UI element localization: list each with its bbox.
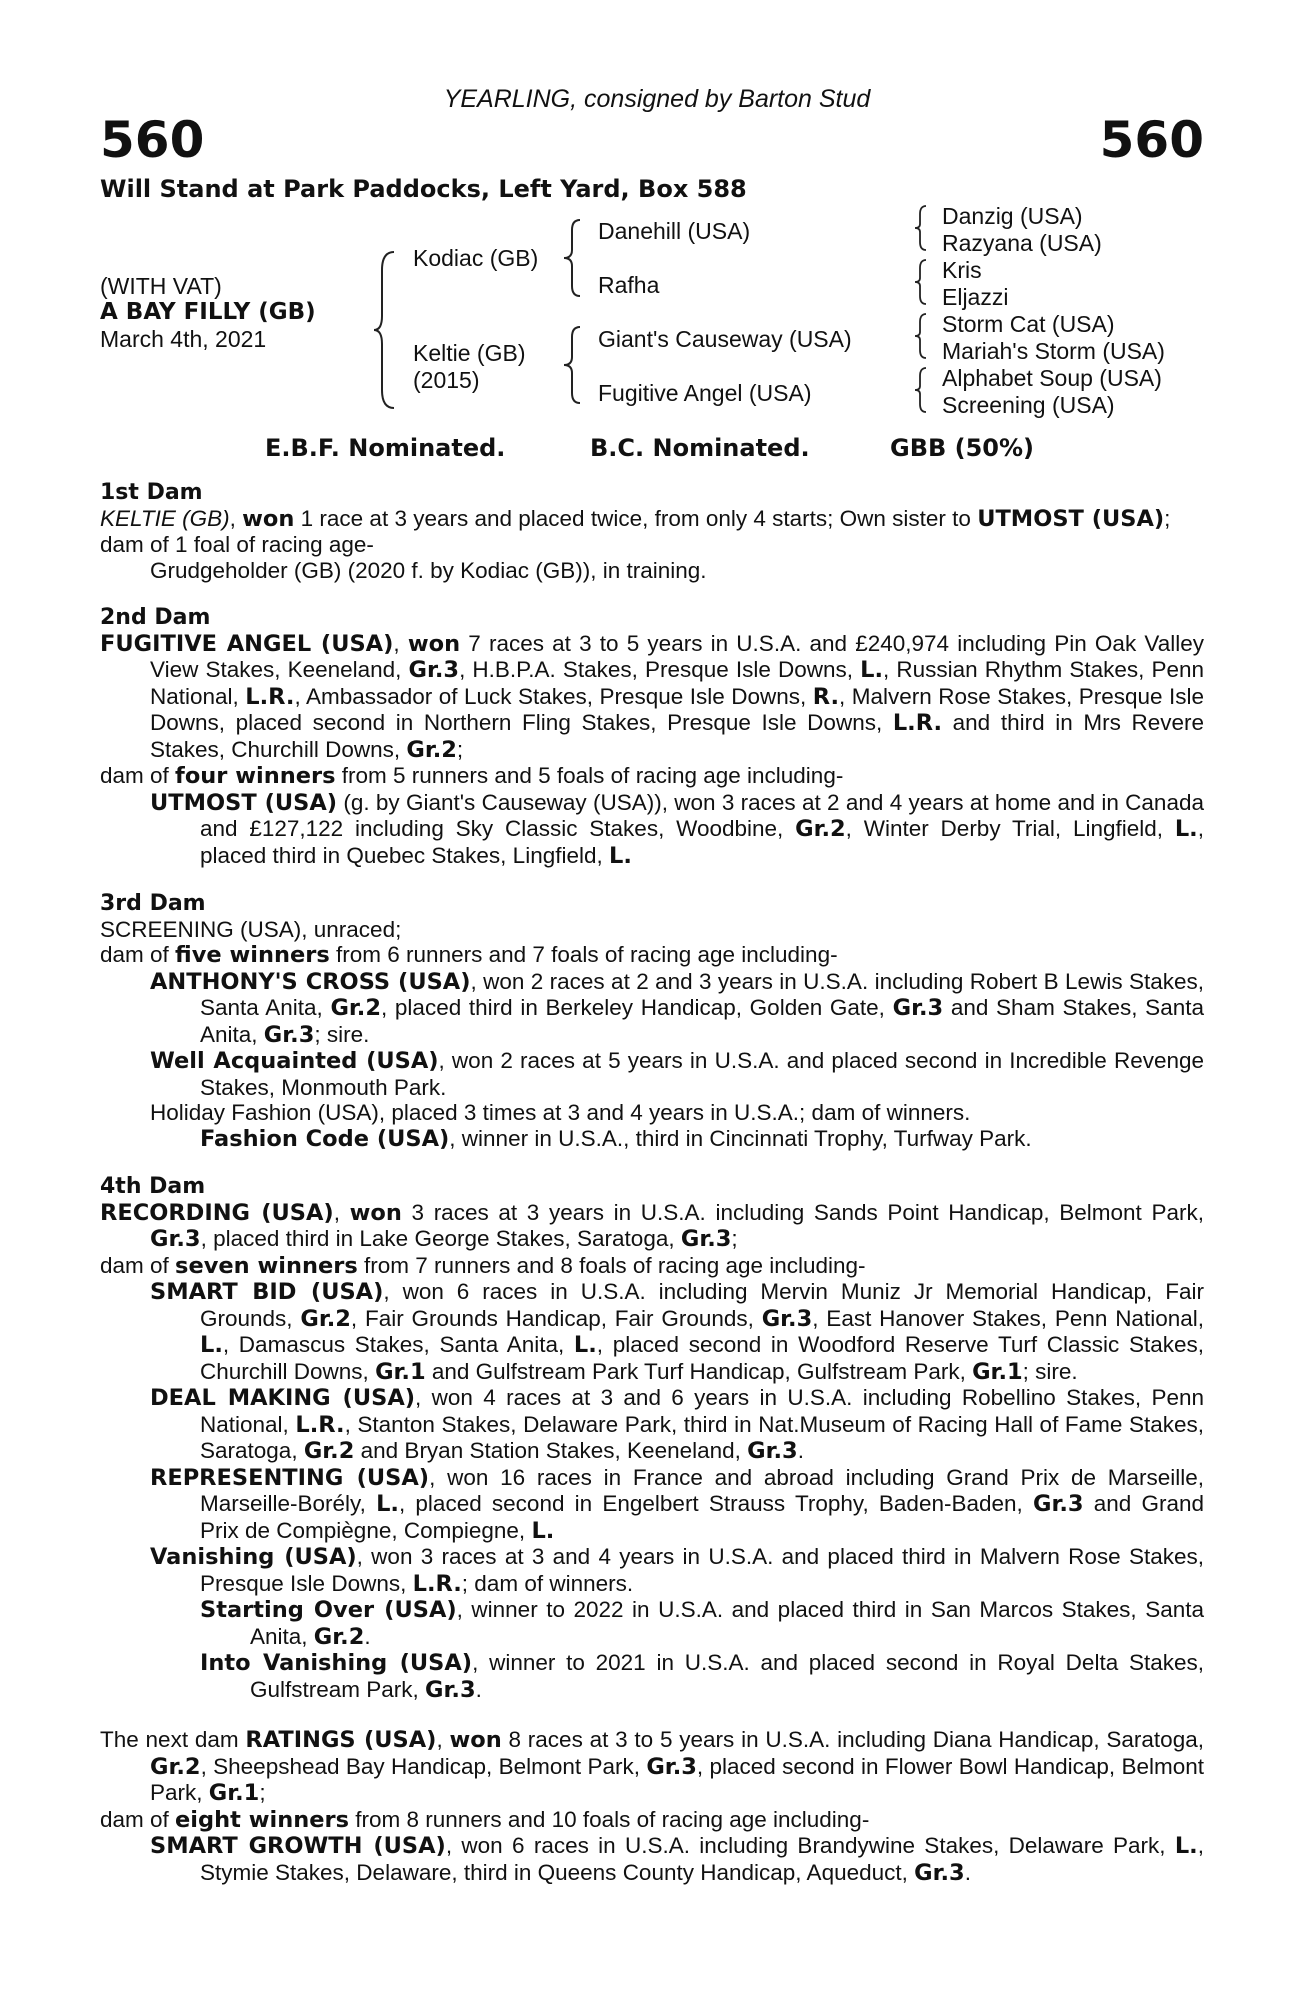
gen3-6: Mariah's Storm (USA)	[942, 338, 1165, 364]
fourth-dam-produce-3: REPRESENTING (USA), won 16 races in France and abroad including Grand Prix de Marseille, Marseille-Borély, L., placed second in Engelbert Strauss Trophy, Baden-Baden, Gr.3 and Grand Prix de Compiègne, Compiegne, L.	[150, 1464, 1205, 1544]
bc-nomination: B.C. Nominated.	[590, 434, 810, 462]
pedigree-brace-sire	[560, 218, 586, 298]
third-dam-produce-2: Well Acquainted (USA), won 2 races at 5 years in U.S.A. and placed second in Incredible Revenge Stakes, Monmouth Park.	[150, 1048, 1205, 1100]
consignment-header: YEARLING, consigned by Barton Stud	[443, 85, 871, 113]
gen3-7: Alphabet Soup (USA)	[942, 365, 1162, 391]
dam-name: Keltie (GB)	[413, 340, 526, 366]
first-dam-record: KELTIE (GB), won 1 race at 3 years and placed twice, from only 4 starts; Own sister to UTMOST (USA);	[100, 505, 1171, 532]
dam-dam: Fugitive Angel (USA)	[598, 380, 812, 406]
fourth-dam-produce-4: Vanishing (USA), won 3 races at 3 and 4 years in U.S.A. and placed third in Malvern Rose Stakes, Presque Isle Downs, L.R.; dam of winners.	[150, 1544, 1204, 1597]
sire-sire: Danehill (USA)	[598, 218, 751, 244]
fourth-dam-record: RECORDING (USA), won 3 races at 3 years in U.S.A. including Sands Point Handicap, Belmont Park, Gr.3, placed third in Lake George Stakes, Saratoga, Gr.3;	[100, 1199, 1204, 1252]
gen3-5: Storm Cat (USA)	[942, 311, 1115, 337]
third-dam-heading: 3rd Dam	[100, 891, 206, 916]
third-dam-produce-3: Holiday Fashion (USA), placed 3 times at 3 and 4 years in U.S.A.; dam of winners.	[150, 1100, 971, 1125]
pedigree-brace-dam	[560, 325, 586, 405]
second-dam-produce-1: UTMOST (USA) (g. by Giant's Causeway (USA)), won 3 races at 2 and 4 years at home and in Canada and £127,122 including Sky Classic Stakes, Woodbine, Gr.2, Winter Derby Trial, Lingfield, L., placed third in Quebec Stakes, Lingfield, L.	[150, 789, 1204, 869]
fourth-dam-grandproduce-1: Starting Over (USA), winner to 2022 in U.S.A. and placed third in San Marcos Stakes, Santa Anita, Gr.2.	[200, 1597, 1204, 1650]
third-dam-record: SCREENING (USA), unraced;	[100, 916, 402, 942]
lot-number-right: 560	[1099, 111, 1204, 169]
first-dam-heading: 1st Dam	[100, 480, 203, 505]
fourth-dam-produce-2: DEAL MAKING (USA), won 4 races at 3 and 6 years in U.S.A. including Robellino Stakes, Penn National, L.R., Stanton Stakes, Delaware Park, third in Nat.Museum of Racing Hall of Fame Stakes, Saratoga, Gr.2 and Bryan Station Stakes, Keeneland, Gr.3.	[150, 1385, 1204, 1464]
gbb-note: GBB (50%)	[890, 434, 1035, 462]
sire-name: Kodiac (GB)	[413, 245, 539, 271]
first-dam-produce-1: Grudgeholder (GB) (2020 f. by Kodiac (GB)), in training.	[150, 557, 707, 583]
third-dam-produce-1: ANTHONY'S CROSS (USA), won 2 races at 2 and 3 years in U.S.A. including Robert B Lewis Stakes, Santa Anita, Gr.2, placed third in Berkeley Handicap, Golden Gate, Gr.3 and Sham Stakes, Santa Anita, Gr.3; sire.	[150, 968, 1204, 1048]
next-dam-record: The next dam RATINGS (USA), won 8 races at 3 to 5 years in U.S.A. including Diana Handicap, Saratoga, Gr.2, Sheepshead Bay Handicap, Belmont Park, Gr.3, placed second in Flower Bowl Handicap, Belmont Park, Gr.1;	[100, 1727, 1205, 1806]
fourth-dam-produce-1: SMART BID (USA), won 6 races in U.S.A. including Mervin Muniz Jr Memorial Handicap, Fair Grounds, Gr.2, Fair Grounds Handicap, Fair Grounds, Gr.3, East Hanover Stakes, Penn National, L., Damascus Stakes, Santa Anita, L., placed second in Woodford Reserve Turf Classic Stakes, Churchill Downs, Gr.1 and Gulfstream Park Turf Handicap, Gulfstream Park, Gr.1; sire.	[150, 1279, 1205, 1385]
second-dam-produce-summary: dam of four winners from 5 runners and 5 foals of racing age including-	[100, 763, 844, 789]
second-dam-heading: 2nd Dam	[100, 605, 211, 630]
ebf-nomination: E.B.F. Nominated.	[265, 434, 506, 462]
first-dam-produce-summary: dam of 1 foal of racing age-	[100, 532, 374, 557]
third-dam-grandproduce-1: Fashion Code (USA), winner in U.S.A., third in Cincinnati Trophy, Turfway Park.	[200, 1125, 1032, 1152]
pedigree-brace-g1	[912, 204, 932, 252]
third-dam-produce-summary: dam of five winners from 6 runners and 7 foals of racing age including-	[100, 942, 838, 968]
gen3-1: Danzig (USA)	[942, 203, 1083, 229]
second-dam-record: FUGITIVE ANGEL (USA), won 7 races at 3 to 5 years in U.S.A. and £240,974 including Pin Oak Valley View Stakes, Keeneland, Gr.3, H.B.P.A. Stakes, Presque Isle Downs, L., Russian Rhythm Stakes, Penn National, L.R., Ambassador of Luck Stakes, Presque Isle Downs, R., Malvern Rose Stakes, Presque Isle Downs, placed second in Northern Fling Stakes, Presque Isle Downs, L.R. and third in Mrs Revere Stakes, Churchill Downs, Gr.2;	[100, 630, 1204, 763]
gen3-8: Screening (USA)	[942, 392, 1115, 418]
horse-name: A BAY FILLY (GB)	[100, 299, 316, 325]
next-dam-produce-1: SMART GROWTH (USA), won 6 races in U.S.A. including Brandywine Stakes, Delaware Park, L., Stymie Stakes, Delaware, third in Queens County Handicap, Aqueduct, Gr.3.	[150, 1833, 1204, 1886]
gen3-3: Kris	[942, 257, 982, 283]
next-dam-produce-summary: dam of eight winners from 8 runners and 10 foals of racing age including-	[100, 1806, 870, 1833]
vat-note: (WITH VAT)	[100, 273, 222, 299]
pedigree-brace-g4	[912, 366, 932, 414]
gen3-4: Eljazzi	[942, 284, 1009, 310]
fourth-dam-produce-summary: dam of seven winners from 7 runners and 8 foals of racing age including-	[100, 1252, 866, 1279]
dam-sire: Giant's Causeway (USA)	[598, 326, 852, 352]
pedigree-brace-g3	[912, 312, 932, 360]
dam-year: (2015)	[413, 367, 480, 393]
horse-dob: March 4th, 2021	[100, 326, 267, 352]
fourth-dam-heading: 4th Dam	[100, 1174, 206, 1199]
pedigree-brace-g2	[912, 258, 932, 306]
gen3-2: Razyana (USA)	[942, 230, 1102, 256]
lot-number-left: 560	[100, 111, 205, 169]
fourth-dam-grandproduce-2: Into Vanishing (USA), winner to 2021 in U.S.A. and placed second in Royal Delta Stakes, Gulfstream Park, Gr.3.	[200, 1650, 1204, 1703]
catalogue-body	[100, 480, 1204, 1886]
pedigree-brace-main	[370, 250, 400, 410]
sire-dam: Rafha	[598, 272, 660, 298]
stand-location: Will Stand at Park Paddocks, Left Yard, Box 588	[100, 175, 747, 203]
